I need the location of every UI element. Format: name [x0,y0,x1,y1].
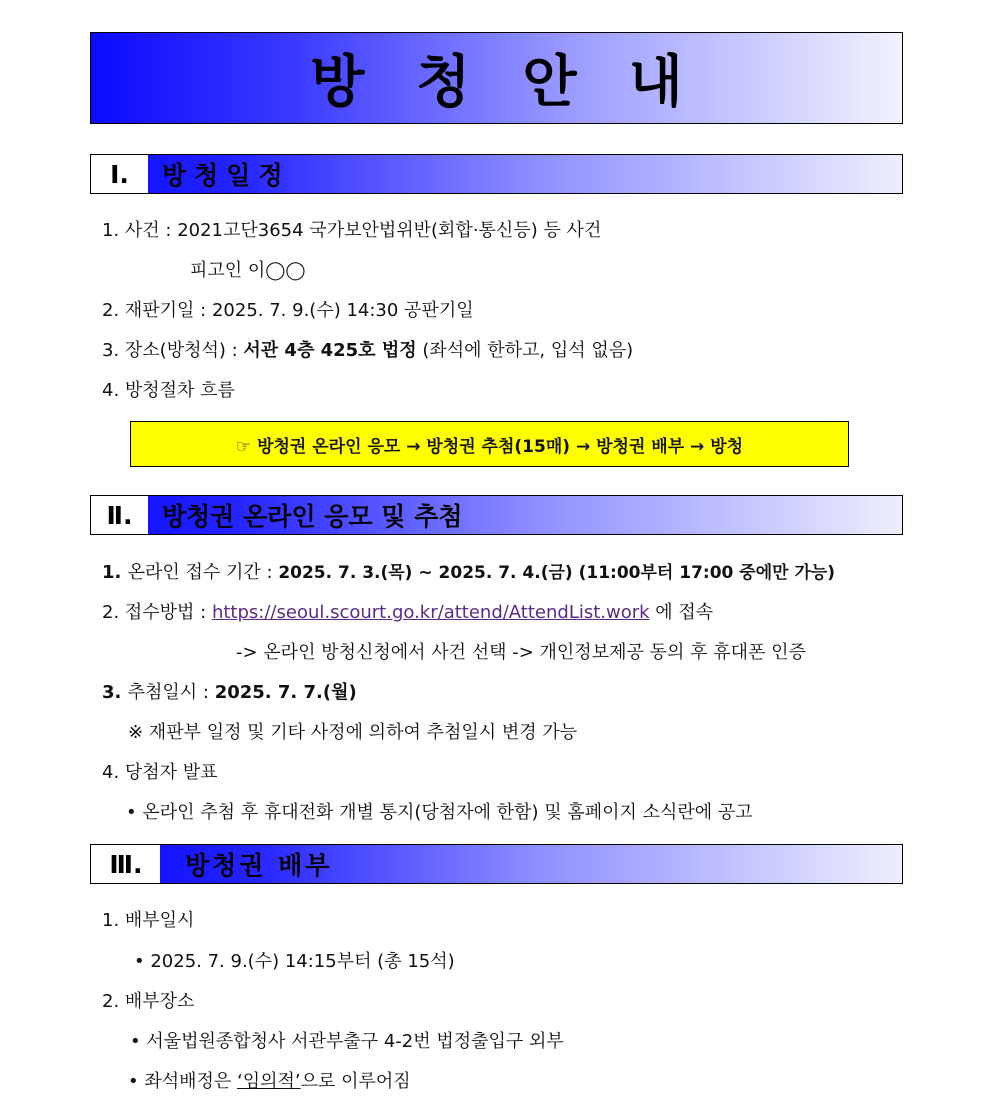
draw-date-label: 추첨일시 : [127,682,215,703]
section-header-application [90,495,903,535]
draw-date-value: 2025. 7. 7.(월) [214,682,357,703]
section-title: 방청권 배부 [185,851,333,880]
section-title: 방청일정 [162,161,291,190]
procedure-heading: 4. 방청절차 흐름 [102,380,235,401]
case-value: 2021고단3654 국가보안법위반(회합·통신등) 등 사건 [177,220,602,241]
application-method-suffix: 에 접속 [649,602,714,623]
section-number: Ⅰ. [110,159,129,189]
section-number: Ⅱ. [106,500,133,530]
distribution-place-bullet: • 서울법원종합청사 서관부출구 4-2번 법정출입구 외부 [130,1031,564,1052]
application-period-value: 2025. 7. 3.(목) ~ 2025. 7. 4.(금) (11:00부터 17:00 중에만 가능) [278,563,836,583]
application-period-label: 온라인 접수 기간 : [127,562,279,583]
winner-announcement-heading: 4. 당첨자 발표 [102,762,218,783]
seat-assignment-emphasis: ‘임의적’ [237,1071,301,1092]
winner-announcement-bullet: • 온라인 추첨 후 휴대전화 개별 통지(당첨자에 한함) 및 홈페이지 소식란에 공고 [126,802,753,823]
distribution-time-heading: 1. 배부일시 [102,910,195,931]
trial-date-line [102,296,474,322]
draw-date-number: 3. [102,682,128,703]
defendant-line: 피고인 이◯◯ [190,260,306,281]
section-number: Ⅲ. [109,849,143,879]
section-header-distribution [90,844,903,884]
application-period-line [102,558,835,584]
case-line [102,216,601,242]
draw-date-note: ※ 재판부 일정 및 기타 사정에 의하여 추첨일시 변경 가능 [128,722,578,743]
page-title-banner [90,32,903,124]
section-title: 방청권 온라인 응모 및 추첨 [162,502,463,531]
venue-label: 3. 장소(방청석) : [102,340,244,361]
draw-date-line [102,678,357,704]
application-steps: -> 온라인 방청신청에서 사건 선택 -> 개인정보제공 동의 후 휴대폰 인증 [236,642,806,663]
application-period-number: 1. [102,562,128,583]
case-label: 1. 사건 : [102,220,178,241]
procedure-flow-box [130,421,849,467]
seat-assignment-pre: • 좌석배정은 [128,1071,238,1092]
venue-line [102,336,633,362]
trial-date-label: 2. 재판기일 : [102,300,212,321]
application-method-line [102,598,713,624]
venue-note: (좌석에 한하고, 입석 없음) [416,340,634,361]
application-method-label: 2. 접수방법 : [102,602,212,623]
distribution-place-heading: 2. 배부장소 [102,991,195,1012]
seat-assignment-post: 으로 이루어짐 [300,1071,411,1092]
venue-value: 서관 4층 425호 법정 [243,340,417,361]
procedure-flow-text: ☞ 방청권 온라인 응모 → 방청권 추첨(15매) → 방청권 배부 → 방청 [235,436,744,457]
application-url-link[interactable]: https://seoul.scourt.go.kr/attend/AttendList.work [211,602,650,623]
seat-assignment-bullet [128,1067,411,1093]
distribution-time-bullet: • 2025. 7. 9.(수) 14:15부터 (총 15석) [134,951,455,972]
trial-date-value: 2025. 7. 9.(수) 14:30 공판기일 [211,300,474,321]
page-title: 방청안내 [310,50,735,115]
section-header-schedule [90,154,903,194]
